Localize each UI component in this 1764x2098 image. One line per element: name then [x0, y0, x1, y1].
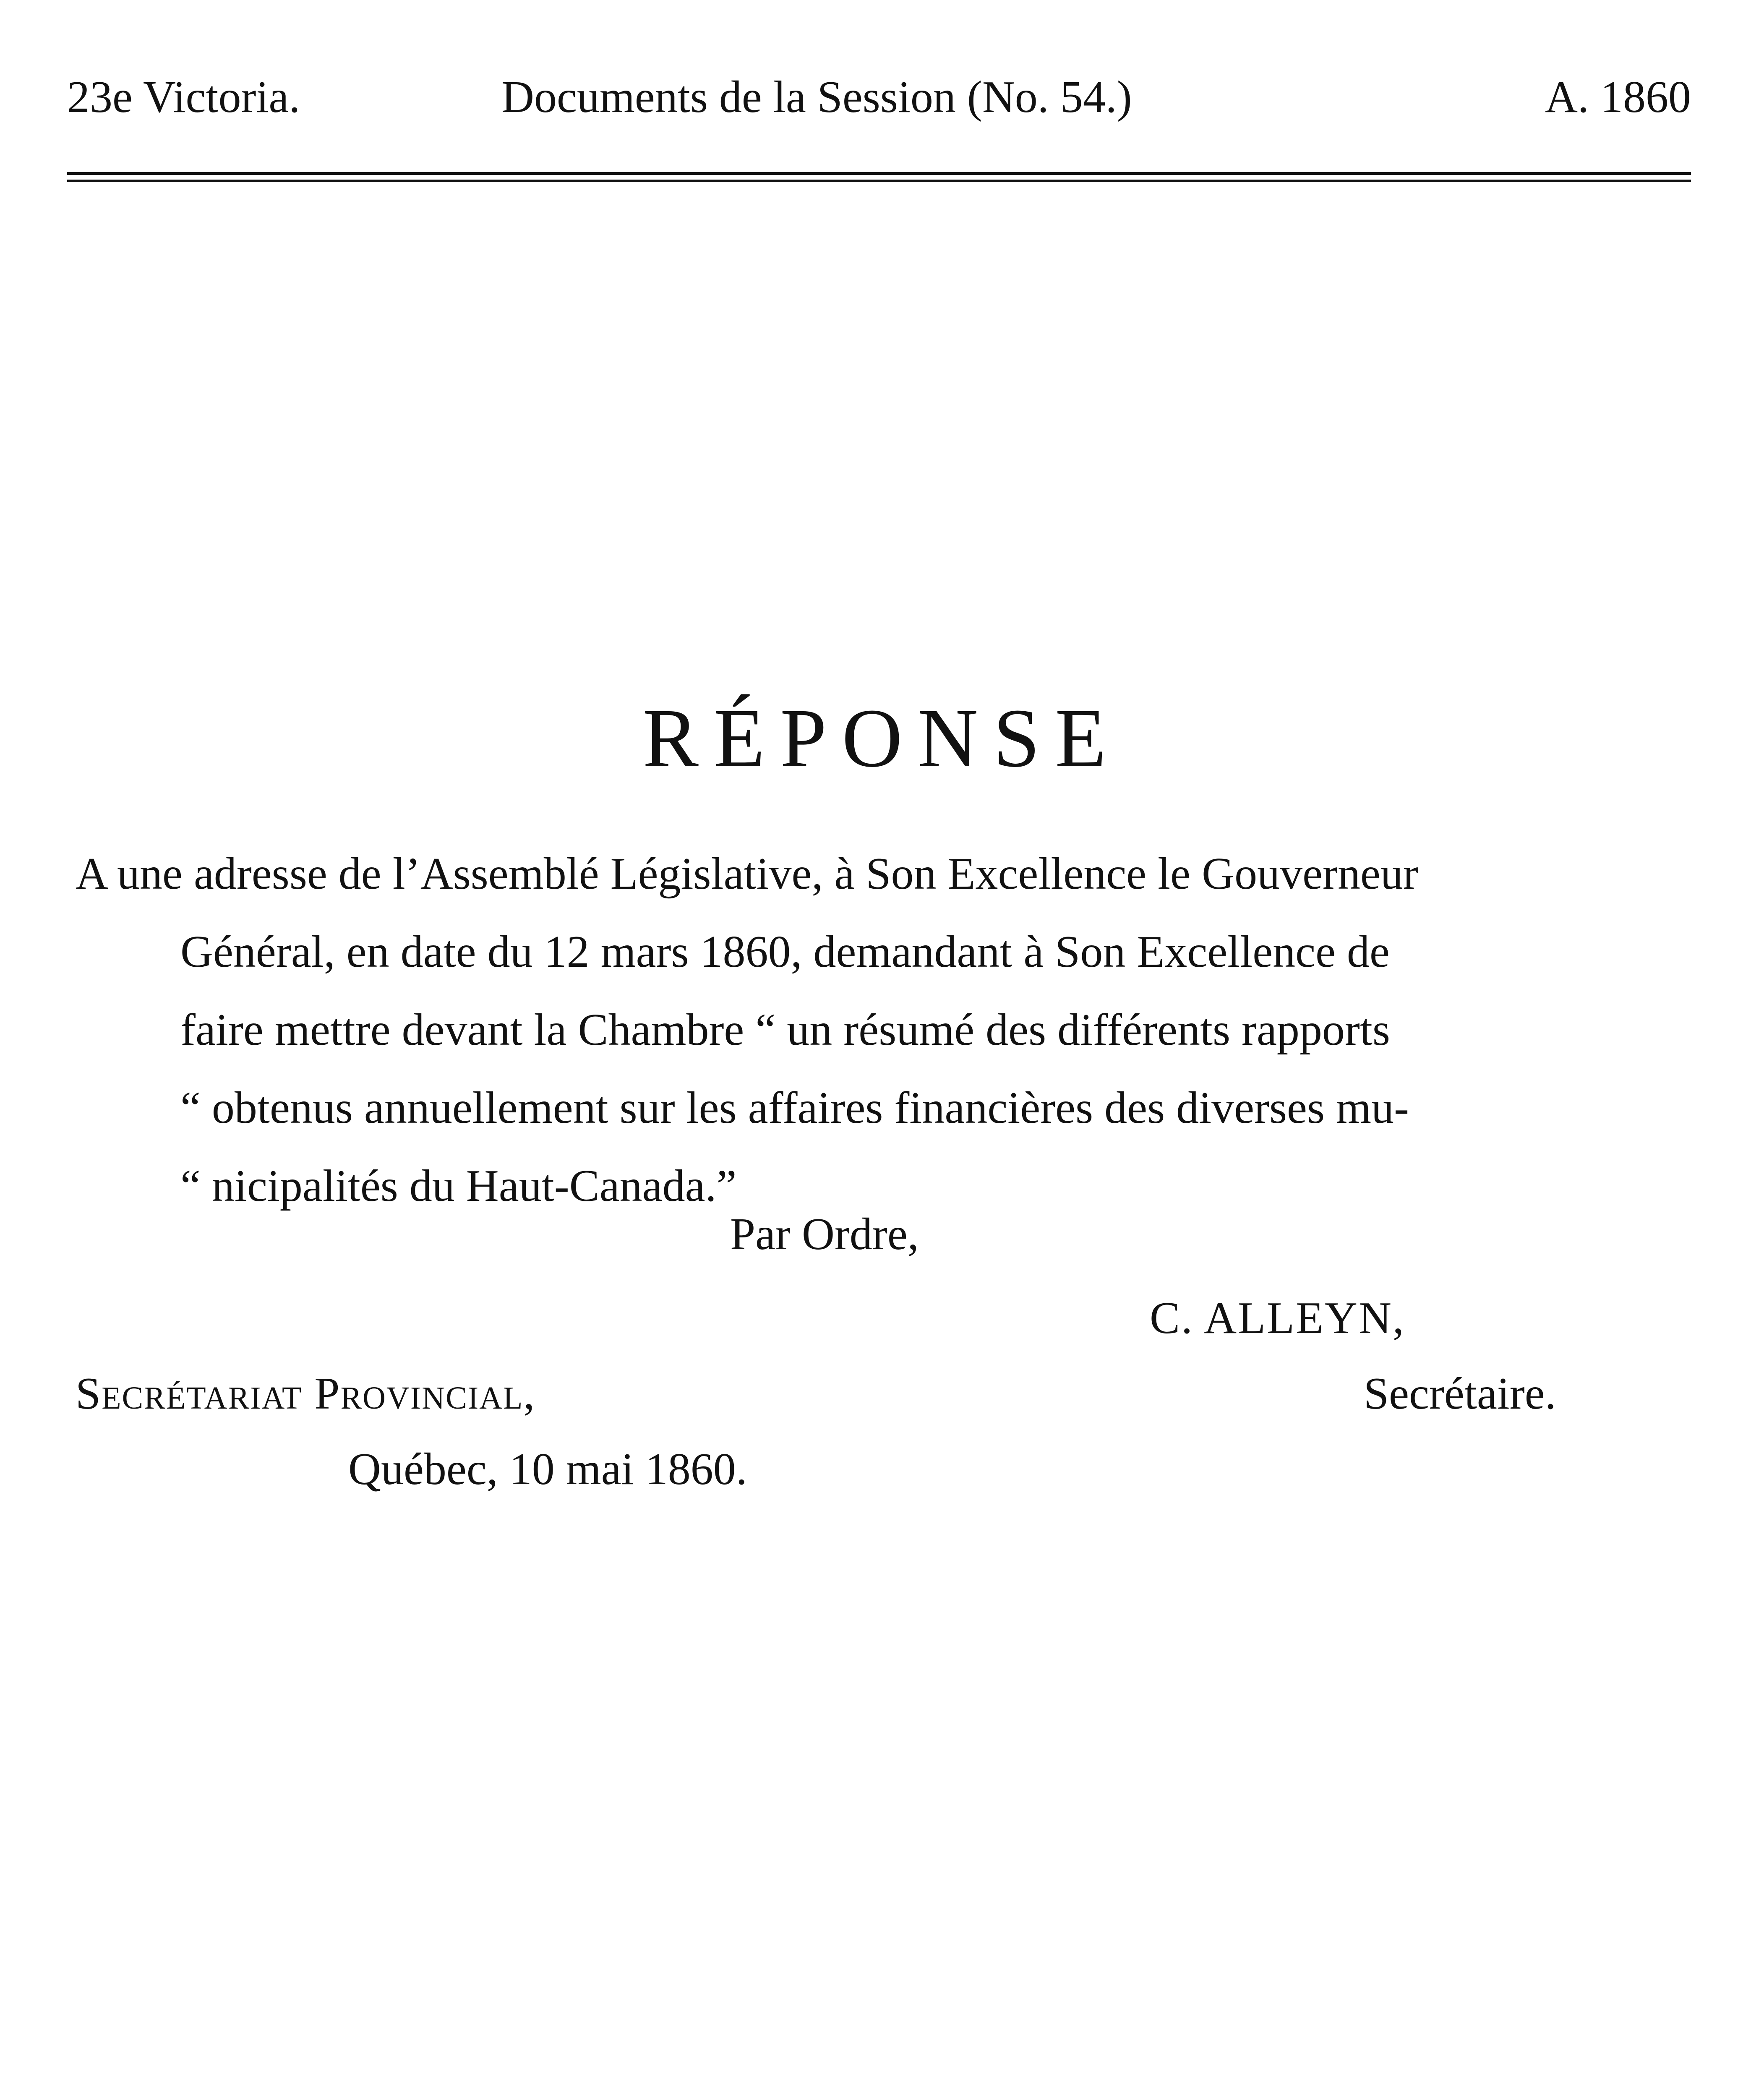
paragraph-line: “ obtenus annuellement sur les affaires financières des diverses mu-: [180, 1083, 1409, 1133]
header-rule-top: [67, 172, 1691, 175]
paragraph-line: faire mettre devant la Chambre “ un résumé des différents rapports: [180, 1005, 1390, 1055]
page-title: RÉPONSE: [642, 692, 1122, 785]
address-paragraph: [76, 835, 1699, 1225]
office-name: Secrétariat Provincial,: [76, 1369, 536, 1419]
place-and-date: Québec, 10 mai 1860.: [348, 1444, 747, 1494]
header-rule-bottom: [67, 180, 1691, 182]
paragraph-line: “ nicipalités du Haut-Canada.”: [180, 1161, 737, 1211]
running-header: [67, 71, 1691, 130]
header-year: A. 1860: [1545, 72, 1691, 122]
paragraph-line: Général, en date du 12 mars 1860, demandant à Son Excellence de: [180, 927, 1390, 977]
signer-role: Secrétaire.: [1364, 1369, 1556, 1419]
signer-name: C. ALLEYN,: [1150, 1293, 1405, 1343]
paragraph-line: A une adresse de l’Assemblé Législative, à Son Excellence le Gouverneur: [76, 849, 1418, 899]
header-regnal-year: 23e Victoria.: [67, 72, 300, 122]
header-session-documents: Documents de la Session (No. 54.): [501, 72, 1132, 122]
by-order-text: Par Ordre,: [730, 1209, 919, 1259]
